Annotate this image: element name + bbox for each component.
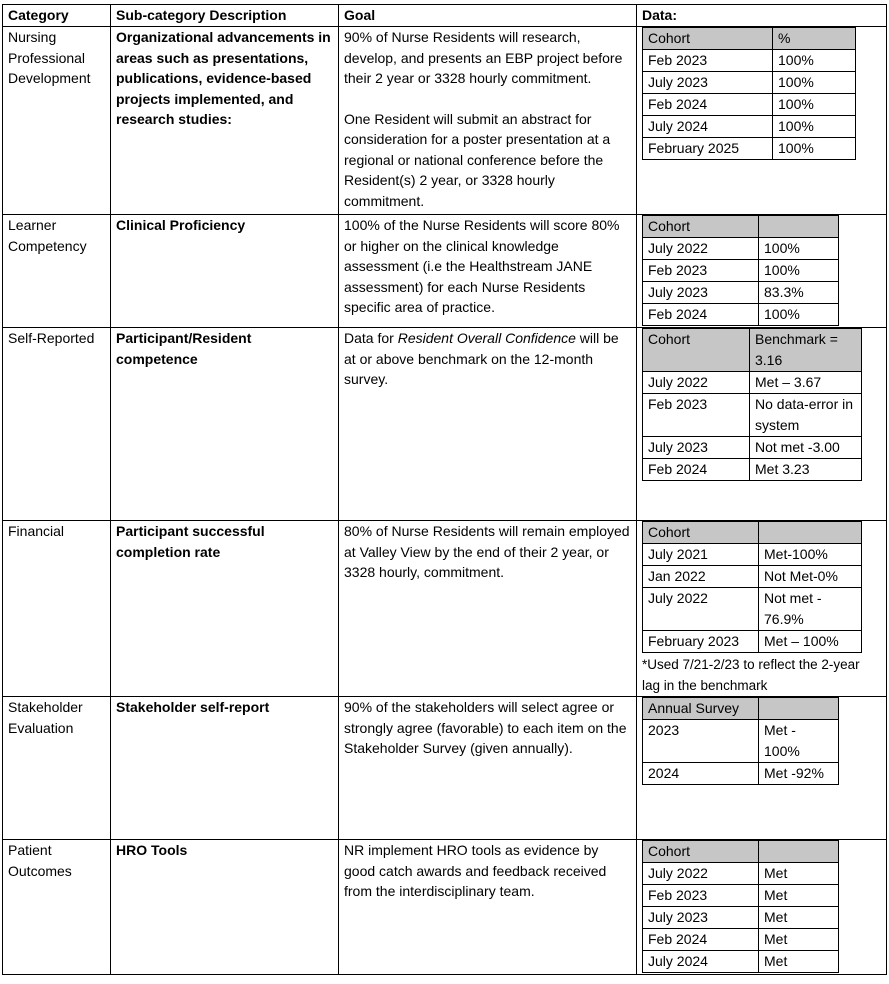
header-subcategory: Sub-category Description — [111, 5, 339, 27]
subcategory-cell: HRO Tools — [111, 840, 339, 975]
subcategory-cell: Organizational advancements in areas such as presentations, publications, evidence-based projects implemented, and research studies: — [111, 27, 339, 215]
data-cell — [637, 840, 887, 975]
goal-cell — [339, 328, 637, 521]
data-table-row — [643, 720, 839, 763]
data-header-value — [759, 522, 862, 544]
cohort-cell: July 2023 — [643, 907, 759, 929]
data-table-row — [643, 94, 856, 116]
data-header-value: Benchmark = 3.16 — [750, 329, 862, 372]
cohort-cell: Feb 2023 — [643, 885, 759, 907]
data-cell — [637, 521, 887, 697]
data-header-label: Cohort — [643, 216, 759, 238]
value-cell: Met – 100% — [759, 631, 862, 653]
category-cell: Self-Reported — [3, 328, 111, 521]
data-table-row — [643, 50, 856, 72]
cohort-cell: Feb 2023 — [643, 50, 773, 72]
cohort-cell: 2024 — [643, 763, 759, 785]
cohort-cell: July 2024 — [643, 951, 759, 973]
data-table-row — [643, 437, 862, 459]
goal-paragraph: One Resident will submit an abstract for consideration for a poster presentation at a regional or national conference before the Resident(s) 2 year, or 3328 hourly commitment. — [344, 110, 611, 209]
value-cell: Met — [759, 951, 839, 973]
data-table-row — [643, 72, 856, 94]
value-cell: Met — [759, 929, 839, 951]
data-cell — [637, 215, 887, 328]
data-table-row — [643, 116, 856, 138]
value-cell: Not met -3.00 — [750, 437, 862, 459]
data-cell — [637, 27, 887, 215]
data-table-row — [643, 763, 839, 785]
goal-text: Data for — [344, 330, 398, 346]
goal-cell: 90% of the stakeholders will select agree or strongly agree (favorable) to each item on the Stakeholder Survey (given annually). — [339, 697, 637, 840]
data-header-label: Cohort — [643, 329, 750, 372]
value-cell: Met -92% — [759, 763, 839, 785]
data-header-value — [759, 841, 839, 863]
value-cell: No data-error in system — [750, 394, 862, 437]
data-table-row — [643, 566, 862, 588]
data-cell — [637, 328, 887, 521]
cohort-cell: July 2022 — [643, 588, 759, 631]
category-cell: Learner Competency — [3, 215, 111, 328]
cohort-cell: Feb 2024 — [643, 94, 773, 116]
data-table-row — [643, 885, 839, 907]
value-cell: Not met - 76.9% — [759, 588, 862, 631]
data-table-row — [643, 372, 862, 394]
cohort-cell: Feb 2023 — [643, 260, 759, 282]
cohort-cell: Feb 2024 — [643, 929, 759, 951]
data-header-label: Cohort — [643, 841, 759, 863]
value-cell: 100% — [759, 304, 839, 326]
value-cell: Met - 100% — [759, 720, 839, 763]
data-table-header — [643, 28, 856, 50]
goal-text: will be at or above benchmark on the 12-month survey. — [344, 330, 619, 387]
value-cell: Met — [759, 907, 839, 929]
data-table-row — [643, 863, 839, 885]
cohort-cell: July 2022 — [643, 372, 750, 394]
table-row-learner-competency — [3, 215, 887, 328]
cohort-cell: Jan 2022 — [643, 566, 759, 588]
data-header-value — [759, 698, 839, 720]
header-data: Data: — [637, 5, 887, 27]
cohort-cell: Feb 2023 — [643, 394, 750, 437]
data-table-row — [643, 631, 862, 653]
data-header-value: % — [773, 28, 856, 50]
header-row — [3, 5, 887, 27]
data-table-header — [643, 841, 839, 863]
goal-cell: NR implement HRO tools as evidence by good catch awards and feedback received from the interdisciplinary team. — [339, 840, 637, 975]
category-cell: Patient Outcomes — [3, 840, 111, 975]
value-cell: Met — [759, 885, 839, 907]
data-table-row — [643, 459, 862, 481]
value-cell: 100% — [759, 260, 839, 282]
value-cell: 100% — [773, 138, 856, 160]
data-table — [642, 840, 839, 973]
value-cell: 100% — [759, 238, 839, 260]
data-table-row — [643, 951, 839, 973]
table-row-nursing-professional-development — [3, 27, 887, 215]
data-table-row — [643, 394, 862, 437]
category-cell: Stakeholder Evaluation — [3, 697, 111, 840]
table-row-self-reported — [3, 328, 887, 521]
value-cell: 100% — [773, 50, 856, 72]
category-cell: Financial — [3, 521, 111, 697]
value-cell: 100% — [773, 94, 856, 116]
value-cell: Met 3.23 — [750, 459, 862, 481]
data-cell — [637, 697, 887, 840]
value-cell: Met — [759, 863, 839, 885]
value-cell: 100% — [773, 72, 856, 94]
header-goal: Goal — [339, 5, 637, 27]
goal-cell: 80% of Nurse Residents will remain employed at Valley View by the end of their 2 year, or 3328 hourly, commitment. — [339, 521, 637, 697]
data-header-label: Cohort — [643, 522, 759, 544]
cohort-cell: 2023 — [643, 720, 759, 763]
cohort-cell: July 2022 — [643, 238, 759, 260]
data-table-header — [643, 522, 862, 544]
subcategory-cell: Participant/Resident competence — [111, 328, 339, 521]
value-cell: 83.3% — [759, 282, 839, 304]
cohort-cell: February 2025 — [643, 138, 773, 160]
data-table — [642, 27, 856, 160]
data-table-row — [643, 260, 839, 282]
cohort-cell: July 2021 — [643, 544, 759, 566]
subcategory-cell: Participant successful completion rate — [111, 521, 339, 697]
data-table-row — [643, 588, 862, 631]
data-table-header — [643, 216, 839, 238]
data-table-row — [643, 907, 839, 929]
goal-emphasis: Resident Overall Confidence — [397, 330, 576, 346]
data-table-header — [643, 698, 839, 720]
value-cell: Not Met-0% — [759, 566, 862, 588]
data-table-row — [643, 304, 839, 326]
data-table — [642, 697, 839, 785]
data-header-label: Cohort — [643, 28, 773, 50]
data-table-row — [643, 544, 862, 566]
table-row-patient-outcomes — [3, 840, 887, 975]
value-cell: 100% — [773, 116, 856, 138]
data-table — [642, 215, 839, 326]
data-header-label: Annual Survey — [643, 698, 759, 720]
data-table-row — [643, 138, 856, 160]
data-table-row — [643, 282, 839, 304]
subcategory-cell: Clinical Proficiency — [111, 215, 339, 328]
goal-cell — [339, 27, 637, 215]
value-cell: Met-100% — [759, 544, 862, 566]
data-table-row — [643, 929, 839, 951]
goal-paragraph: 90% of Nurse Residents will research, develop, and presents an EBP project before their 2 year or 3328 hourly commitment. — [344, 29, 623, 86]
outcomes-table — [2, 4, 887, 975]
data-table-header — [643, 329, 862, 372]
header-category: Category — [3, 5, 111, 27]
category-cell: Nursing Professional Development — [3, 27, 111, 215]
cohort-cell: Feb 2024 — [643, 304, 759, 326]
value-cell: Met – 3.67 — [750, 372, 862, 394]
subcategory-cell: Stakeholder self-report — [111, 697, 339, 840]
goal-cell: 100% of the Nurse Residents will score 80% or higher on the clinical knowledge assessment (i.e the Healthstream JANE assessment) for each Nurse Residents specific area of practice. — [339, 215, 637, 328]
footnote: *Used 7/21-2/23 to reflect the 2-year lag in the benchmark — [642, 657, 860, 693]
table-row-financial — [3, 521, 887, 697]
cohort-cell: July 2023 — [643, 72, 773, 94]
table-row-stakeholder-evaluation — [3, 697, 887, 840]
data-table — [642, 521, 862, 653]
cohort-cell: July 2023 — [643, 282, 759, 304]
data-table-row — [643, 238, 839, 260]
cohort-cell: Feb 2024 — [643, 459, 750, 481]
cohort-cell: July 2023 — [643, 437, 750, 459]
data-header-value — [759, 216, 839, 238]
cohort-cell: February 2023 — [643, 631, 759, 653]
cohort-cell: July 2024 — [643, 116, 773, 138]
cohort-cell: July 2022 — [643, 863, 759, 885]
data-table — [642, 328, 862, 481]
